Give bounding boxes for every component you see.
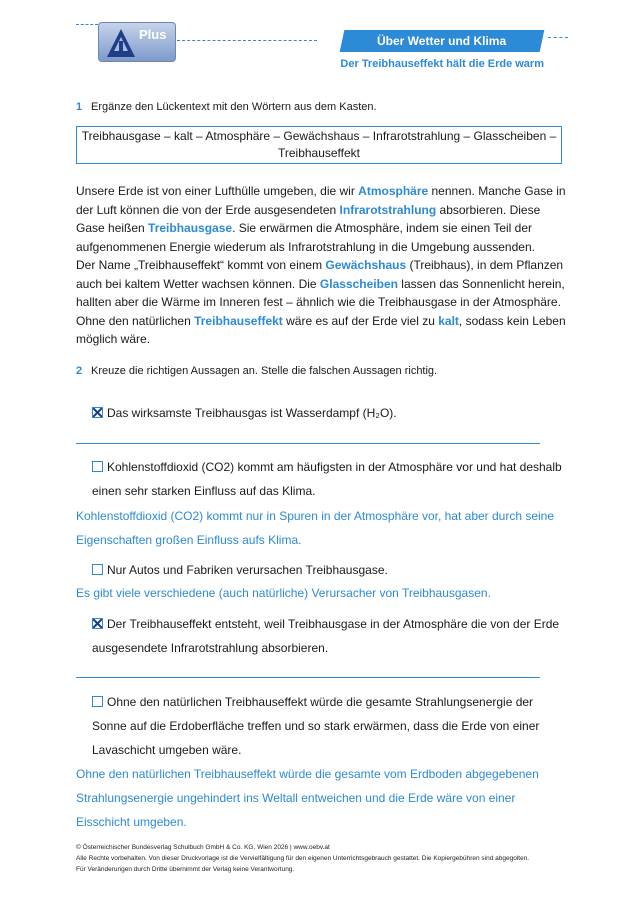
cloze-text-part: nennen. Manche Gase in der Luft können die von der Erde ausgesendeten: [76, 184, 566, 217]
statement-text: Der Treibhauseffekt entsteht, weil Treibhausgase in der Atmosphäre die von der Erde ausgesendete Infrarotstrahlung absorbieren.: [92, 617, 560, 655]
header-dash-line-right: [548, 37, 568, 38]
footer-disclaimer: Für Veränderungen durch Dritte übernimmt der Verlag keine Verantwortung.: [76, 866, 295, 873]
correction-5: Ohne den natürlichen Treibhauseffekt würde die gesamte vom Erdboden abgegebenen Strahlungsenergie ungehindert ins Weltall entweichen und die Erde wäre von einer Eisschicht umgeben.: [76, 767, 539, 829]
word-box-line-2: Treibhauseffekt: [277, 146, 361, 160]
statement-2: [92, 455, 570, 503]
checkbox-empty-icon[interactable]: [92, 461, 103, 472]
chapter-title: Über Wetter und Klima: [377, 34, 507, 48]
word-box: [76, 126, 562, 164]
statement-1: [92, 401, 562, 425]
cloze-text-part: lassen das Sonnenlicht herein, hallten aber die Wärme im Inneren fest – ähnlich wie die Treibhausgase in der Atmosphäre. Ohne den natürlichen: [76, 276, 565, 328]
chapter-title-bar: [340, 30, 545, 52]
statement-text: Das wirksamste Treibhausgas ist Wasserdampf (H₂O).: [107, 406, 397, 420]
filled-word-gewaechshaus: Gewächshaus: [325, 258, 407, 272]
logo-triangle-icon: [105, 27, 137, 59]
header-dash-line-left: [76, 24, 98, 25]
footer-rights: Alle Rechte vorbehalten. Von dieser Druckvorlage ist die Vervielfältigung für den eigenen Unterrichtsgebrauch gestattet. Die Kopiergebühren sind abgegolten.: [76, 855, 530, 862]
publisher-logo: [98, 22, 176, 62]
page-subtitle: Der Treibhauseffekt hält die Erde warm: [340, 58, 544, 70]
cloze-text-part: wäre es auf der Erde viel zu: [282, 313, 439, 328]
footer: [76, 842, 576, 875]
answer-line-4: [76, 677, 540, 678]
task-2-number: 2: [76, 365, 83, 377]
statement-4: [92, 612, 562, 660]
checkbox-checked-icon[interactable]: [92, 613, 103, 624]
filled-word-kalt: kalt: [438, 313, 459, 328]
statement-3: [92, 558, 562, 582]
statement-text: Ohne den natürlichen Treibhauseffekt würde die gesamte Strahlungsenergie der Sonne auf die Erdoberfläche treffen und so stark erwärmen, dass die Erde von einer Lavaschicht umgeben wäre.: [92, 695, 540, 757]
statement-5: [92, 690, 552, 762]
cloze-text-part: . Sie erwärmen die Atmosphäre, indem sie einen Teil der aufgenommenen Energie wiederum als Infrarotstrahlung in die Umgebung aussenden.: [76, 221, 535, 254]
correction-3: Es gibt viele verschiedene (auch natürliche) Verursacher von Treibhausgasen.: [76, 586, 491, 600]
cloze-text-part: , sodass kein Leben möglich wäre.: [76, 313, 566, 346]
filled-word-infrarotstrahlung: Infrarotstrahlung: [339, 202, 437, 217]
checkbox-empty-icon[interactable]: [92, 564, 103, 575]
checkbox-checked-icon[interactable]: [92, 402, 103, 413]
logo-text: Plus: [139, 27, 167, 42]
filled-word-atmosphaere: Atmosphäre: [358, 184, 429, 198]
statement-text: Nur Autos und Fabriken verursachen Treibhausgase.: [107, 563, 388, 577]
cloze-text-part: Unsere Erde ist von einer Lufthülle umgeben, die wir: [76, 184, 359, 198]
statement-text: Kohlenstoffdioxid (CO2) kommt am häufigsten in der Atmosphäre vor und hat deshalb einen sehr starken Einfluss auf das Klima.: [92, 460, 562, 498]
cloze-text-part: (Treibhaus), in dem Pflanzen auch bei kaltem Wetter wachsen können. Die: [76, 258, 564, 291]
filled-word-treibhausgase: Treibhausgase: [148, 221, 233, 235]
word-box-line-1: Treibhausgase – kalt – Atmosphäre – Gewächshaus – Infrarotstrahlung – Glasscheiben –: [81, 129, 557, 143]
cloze-text-part: Der Name „Treibhauseffekt“ kommt von einem: [76, 258, 326, 272]
filled-word-glasscheiben: Glasscheiben: [319, 276, 398, 291]
cloze-text-part: absorbieren. Diese Gase heißen: [76, 202, 541, 235]
task-1-instruction: Ergänze den Lückentext mit den Wörtern aus dem Kasten.: [91, 101, 377, 113]
footer-copyright: © Österreichischer Bundesverlag Schulbuch GmbH & Co. KG, Wien 2026 | www.oebv.at: [76, 844, 330, 851]
task-1-number: 1: [76, 101, 83, 113]
cloze-text: [76, 182, 568, 349]
checkbox-empty-icon[interactable]: [92, 696, 103, 707]
answer-line-1: [76, 443, 540, 444]
task-2-instruction: Kreuze die richtigen Aussagen an. Stelle die falschen Aussagen richtig.: [91, 365, 438, 377]
header-dash-line-mid: [177, 40, 317, 41]
correction-2: Kohlenstoffdioxid (CO2) kommt nur in Spuren in der Atmosphäre vor, hat aber durch seine Eigenschaften großen Einfluss aufs Klima.: [76, 509, 555, 547]
filled-word-treibhauseffekt: Treibhauseffekt: [194, 313, 283, 328]
